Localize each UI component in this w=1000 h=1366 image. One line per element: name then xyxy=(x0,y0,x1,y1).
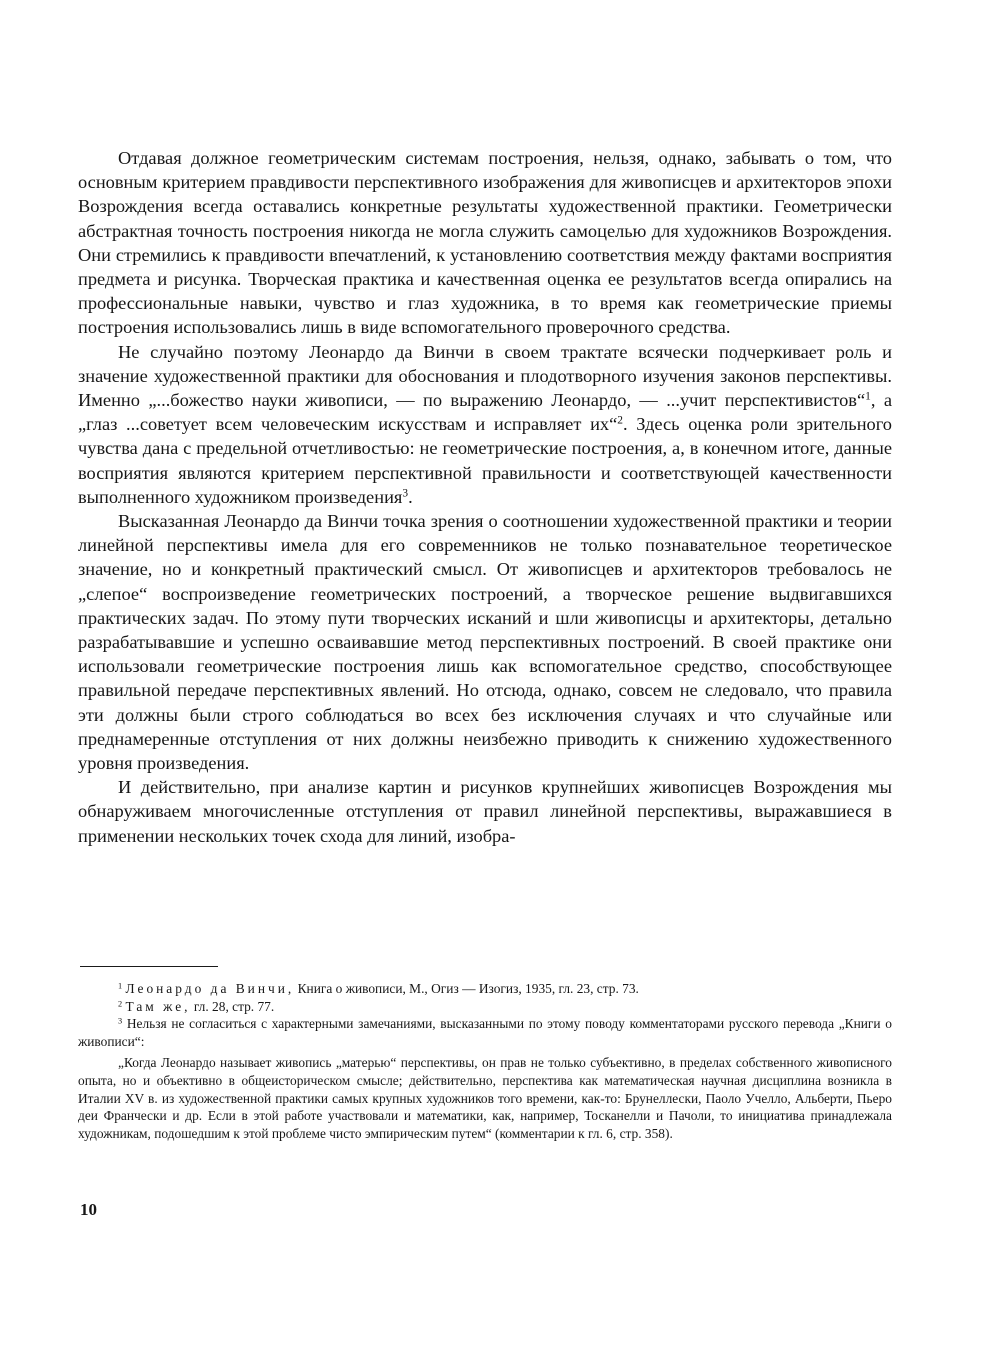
footnote-2-author: Там же, xyxy=(125,998,191,1014)
paragraph-2 xyxy=(78,340,892,509)
paragraph-3: Высказанная Леонардо да Винчи точка зрения о соотношении художественной практики и теории линейной перспективы имела для его современников не только познавательное теоретическое значение, но и конкретный практический смысл. От живописцев и архитекторов требовалось не „слепое“ воспроизведение геометрических построений, а творческое решение выдвигавшихся практических задач. По этому пути творческих исканий и шли живописцы и архитекторы, детально разрабатывавшие и успешно осваивавшие метод перспективных построений. В своей практике они использовали геометрические построения лишь как вспомогательное средство, способствующее правильной передаче перспективных явлений. Но отсюда, однако, совсем не следовало, что правила эти должны были строго соблюдаться во всех без исключения случаях и что случайные или преднамеренные отступления от них должны неизбежно приводить к снижению художественного уровня произведения. xyxy=(78,511,892,774)
paragraph-4: И действительно, при анализе картин и рисунков крупнейших живописцев Возрождения мы обнаруживаем многочисленные отступления от правил линейной перспективы, выражавшиеся в применении нескольких точек схода для линий, изобра- xyxy=(78,777,892,846)
footnote-3-quote: „Когда Леонардо называет живопись „матерью“ перспективы, он прав не только субъективно, в пределах собственного живописного опыта, но и объективно в общеисторическом смысле; действительно, перспектива как математическая научная дисциплина возникла в Италии XV в. из художественной практики самых крупных художников того времени, как-то: Брунеллески, Паоло Учелло, Альберти, Пьеро деи Франчески и др. Если в этой работе участвовали и математики, как, например, Тосканелли и Пачоли, то инициатива принадлежала художникам, подошедшим к этой проблеме чисто эмпирическим путем“ (комментарии к гл. 6, стр. 358). xyxy=(78,1055,892,1141)
paragraph-2-part-2: , а „глаз ...советует всем человеческим искусствам и исправляет их“ xyxy=(78,390,893,435)
footnote-1-marker: 1 xyxy=(118,981,123,991)
footnote-ref-2: 2 xyxy=(617,414,623,427)
footnote-2 xyxy=(78,998,892,1016)
footnote-2-text: гл. 28, стр. 77. xyxy=(193,998,275,1014)
paragraph-2-end: . xyxy=(408,486,413,507)
footnote-1 xyxy=(78,980,892,998)
paragraph-1: Отдавая должное геометрическим системам построения, нельзя, однако, забывать о том, что основным критерием правдивости перспективного изображения для живописцев и архитекторов эпохи Возрождения всегда оставались конкретные результаты художественной практики. Геометрически абстрактная точность построения никогда не могла служить самоцелью для художников Возрождения. Они стремились к правдивости впечатлений, к установлению соответствия между фактами восприятия предмета и рисунка. Творческая практика и качественная оценка ее результатов всегда опирались на профессиональные навыки, чувство и глаз художника, в то время как геометрические приемы построения использовались лишь в виде вспомогательного проверочного средства. xyxy=(78,148,892,338)
footnote-1-text: Книга о живописи, М., Огиз — Изогиз, 1935, гл. 23, стр. 73. xyxy=(297,981,639,996)
paragraph-2-part-3: . Здесь оценка роли зрительного чувства дана с предельной отчетливостью: не геометрические построения, а, в конечном итоге, данные восприятия являются критерием перспективной правильности и соответствующей качественности выполненного художником произведения xyxy=(78,414,893,507)
footnote-3-text: Нельзя не согласиться с характерными замечаниями, высказанными по этому поводу комментаторами русского перевода „Книги о живописи“: xyxy=(78,1016,892,1049)
paragraph-2-part-1: Не случайно поэтому Леонардо да Винчи в своем трактате всячески подчеркивает роль и значение художественной практики для обоснования и плодотворного изучения законов перспективы. Именно „...божество науки живописи, — по выражению Леонардо, — ...учит перспективистов“ xyxy=(78,341,892,411)
footnote-ref-1: 1 xyxy=(865,390,871,403)
main-text xyxy=(78,146,892,848)
footnote-3-marker: 3 xyxy=(118,1016,123,1026)
footnote-ref-3: 3 xyxy=(402,487,409,500)
footnote-1-author: Леонардо да Винчи, xyxy=(125,981,295,996)
footnote-3 xyxy=(78,1015,892,1050)
footnotes xyxy=(78,980,892,1142)
footnote-2-marker: 2 xyxy=(118,999,123,1009)
footnote-separator xyxy=(80,966,218,967)
page-number: 10 xyxy=(80,1200,97,1219)
